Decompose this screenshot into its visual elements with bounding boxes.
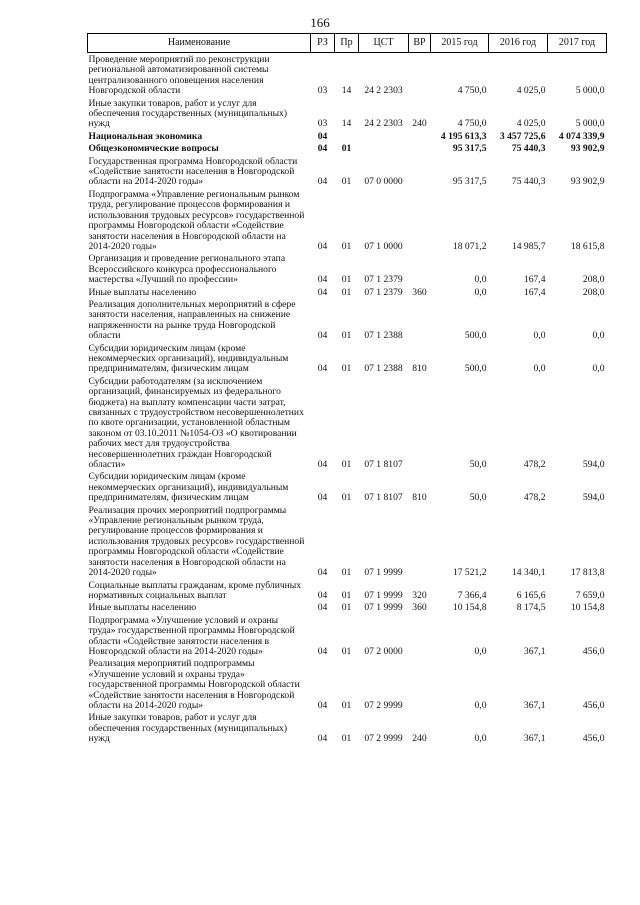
row-value-2017: 5 000,0 [575, 118, 605, 130]
row-cst: 07 2 0000 [364, 645, 403, 657]
table-row [88, 579, 607, 602]
table-header-row [88, 34, 607, 53]
row-value-2015: 10 154,8 [452, 602, 487, 614]
row-cst: 07 1 2388 [364, 363, 403, 375]
row-rz: 04 [317, 240, 328, 252]
row-vr: 810 [412, 363, 427, 375]
row-value-2017: 594,0 [582, 492, 605, 504]
row-rz: 04 [317, 330, 328, 342]
row-vr [409, 53, 431, 97]
row-rz: 04 [317, 567, 328, 579]
row-pr: 01 [341, 143, 352, 155]
table-row [88, 657, 607, 711]
row-value-2016: 367,1 [523, 733, 546, 745]
header-pr: Пр [335, 34, 359, 53]
row-value-2016: 14 985,7 [511, 240, 546, 252]
header-name: Наименование [88, 34, 311, 53]
row-name: Субсидии юридическим лицам (кроме некоммерческих организаций), индивидуальным предпринимателям, физическим лицам [88, 471, 289, 504]
row-rz: 04 [317, 143, 328, 155]
row-cst [359, 142, 409, 154]
row-pr: 01 [341, 645, 352, 657]
row-value-2015: 50,0 [469, 492, 487, 504]
row-value-2017: 4 074 339,9 [558, 130, 605, 142]
row-name: Подпрограмма «Улучшение условий и охраны труда» государственной программы Новгородской области «Содействие занятости населения в Новгородской области на 2014-2020 годы» [88, 614, 295, 657]
table-row [88, 53, 607, 97]
row-value-2017: 0,0 [592, 330, 605, 342]
row-value-2016: 167,4 [523, 274, 546, 286]
row-value-2015: 4 750,0 [457, 118, 487, 130]
row-value-2017: 456,0 [582, 645, 605, 657]
row-pr: 01 [341, 459, 352, 471]
row-value-2017: 0,0 [592, 363, 605, 375]
row-vr [409, 298, 431, 342]
row-value-2015: 4 195 613,3 [440, 130, 487, 142]
row-value-2015: 0,0 [474, 733, 487, 745]
row-value-2015: 500,0 [464, 330, 487, 342]
row-rz: 04 [317, 130, 328, 142]
row-value-2015: 18 071,2 [452, 240, 487, 252]
row-cst: 07 1 0000 [364, 240, 403, 252]
row-value-2016: 4 025,0 [516, 85, 546, 97]
table-row [88, 286, 607, 298]
row-vr [409, 188, 431, 252]
row-name: Иные закупки товаров, работ и услуг для обеспечения государственных (муниципальных) нужд [88, 97, 288, 130]
row-value-2016: 0,0 [533, 363, 546, 375]
row-name: Иные выплаты населению [88, 602, 197, 614]
row-cst: 07 2 9999 [364, 733, 403, 745]
row-cst [359, 130, 409, 142]
row-value-2015: 0,0 [474, 274, 487, 286]
row-value-2016: 75 440,3 [511, 176, 546, 188]
table-row [88, 711, 607, 744]
row-value-2016: 478,2 [523, 492, 546, 504]
row-rz: 04 [317, 274, 328, 286]
row-name: Иные закупки товаров, работ и услуг для обеспечения государственных (муниципальных) нужд [88, 712, 288, 745]
row-cst: 07 1 8107 [364, 492, 403, 504]
header-2017: 2017 год [548, 34, 607, 53]
table-row [88, 155, 607, 188]
table-row [88, 470, 607, 503]
row-value-2015: 0,0 [474, 699, 487, 711]
row-value-2016: 14 340,1 [511, 567, 546, 579]
row-pr: 01 [341, 240, 352, 252]
row-pr: 14 [341, 85, 352, 97]
row-cst: 07 1 9999 [364, 589, 403, 601]
row-pr: 01 [341, 589, 352, 601]
table-row [88, 252, 607, 285]
row-name: Общеэкономические вопросы [88, 143, 219, 155]
row-value-2016: 0,0 [533, 330, 546, 342]
row-value-2016: 8 174,5 [516, 602, 546, 614]
row-vr: 360 [412, 602, 427, 614]
header-2016: 2016 год [489, 34, 548, 53]
row-value-2017: 10 154,8 [570, 602, 605, 614]
row-name: Подпрограмма «Управление региональным рынком труда, регулирование процессов формирования и использования трудовых ресурсов» государственной программы Новгородской области «Содействие занятости населения в Новгородской области на 2014-2020 годы» [88, 188, 305, 252]
row-pr: 01 [341, 286, 352, 298]
row-vr [409, 657, 431, 711]
row-cst: 07 1 9999 [364, 602, 403, 614]
row-value-2015: 4 750,0 [457, 85, 487, 97]
row-value-2016: 4 025,0 [516, 118, 546, 130]
row-pr: 01 [341, 699, 352, 711]
row-name: Субсидии юридическим лицам (кроме некоммерческих организаций), индивидуальным предпринимателям, физическим лицам [88, 342, 289, 375]
row-vr: 810 [412, 492, 427, 504]
row-value-2016: 478,2 [523, 459, 546, 471]
page-number: 166 [310, 15, 330, 30]
row-pr: 01 [341, 567, 352, 579]
row-rz: 04 [317, 589, 328, 601]
row-name: Социальные выплаты гражданам, кроме публичных нормативных социальных выплат [88, 579, 302, 601]
table-row [88, 342, 607, 375]
row-rz: 04 [317, 733, 328, 745]
row-vr: 240 [412, 118, 427, 130]
table-body [88, 53, 607, 745]
row-rz: 04 [317, 286, 328, 298]
row-value-2017: 93 902,9 [570, 143, 605, 155]
header-rz: РЗ [311, 34, 335, 53]
row-pr: 01 [341, 330, 352, 342]
row-pr: 01 [341, 492, 352, 504]
row-value-2016: 3 457 725,6 [499, 130, 546, 142]
row-name: Реализация прочих мероприятий подпрограммы «Управление региональным рынком труда, регулирование процессов формирования и использования трудовых ресурсов» государственной программы Новгородской области «Содействие занятости населения в Новгородской области на 2014-2020 годы» [88, 504, 305, 579]
row-vr: 240 [412, 733, 427, 745]
row-value-2016: 6 165,6 [516, 589, 546, 601]
row-value-2016: 75 440,3 [511, 143, 546, 155]
row-rz: 03 [317, 85, 328, 97]
header-cst: ЦСТ [359, 34, 409, 53]
row-vr: 320 [412, 589, 427, 601]
table-row [88, 375, 607, 471]
row-value-2015: 0,0 [474, 645, 487, 657]
row-value-2017: 208,0 [582, 274, 605, 286]
row-value-2016: 367,1 [523, 645, 546, 657]
row-name: Государственная программа Новгородской области «Содействие занятости населения в Новгородской области на 2014-2020 годы» [88, 155, 298, 188]
row-pr [335, 130, 359, 142]
row-name: Иные выплаты населению [88, 286, 197, 298]
row-value-2016: 367,1 [523, 699, 546, 711]
row-value-2017: 18 615,8 [570, 240, 605, 252]
row-value-2017: 456,0 [582, 699, 605, 711]
row-rz: 04 [317, 492, 328, 504]
row-name: Субсидии работодателям (за исключением организаций, финансируемых из федерального бюджета) на выплату компенсации части затрат, связанных с трудоустройством несовершеннолетних по квоте организации, установленной областным законом от 03.10.2011 №1054-ОЗ «О квотировании рабочих мест для трудоустройства несовершеннолетних граждан Новгородской области» [88, 375, 304, 471]
row-name: Реализация мероприятий подпрограммы «Улучшение условий и охраны труда» государственной программы Новгородской области «Содействие занятости населения в Новгородской области на 2014-2020 годы» [88, 658, 300, 711]
row-value-2015: 0,0 [474, 286, 487, 298]
row-pr: 01 [341, 176, 352, 188]
table-row [88, 614, 607, 658]
row-rz: 04 [317, 602, 328, 614]
row-value-2017: 7 659,0 [575, 589, 605, 601]
row-rz: 04 [317, 363, 328, 375]
header-vr: ВР [409, 34, 431, 53]
row-pr: 01 [341, 733, 352, 745]
row-cst: 07 1 2379 [364, 274, 403, 286]
row-value-2016: 167,4 [523, 286, 546, 298]
row-rz: 04 [317, 699, 328, 711]
row-cst: 07 1 2379 [364, 286, 403, 298]
budget-table [87, 33, 607, 745]
table-row [88, 130, 607, 142]
row-value-2017: 17 813,8 [570, 567, 605, 579]
row-cst: 07 1 8107 [364, 459, 403, 471]
row-value-2015: 95 317,5 [452, 176, 487, 188]
row-cst: 07 1 2388 [364, 330, 403, 342]
row-rz: 04 [317, 645, 328, 657]
row-value-2015: 50,0 [469, 459, 487, 471]
row-name: Проведение мероприятий по реконструкции региональной автоматизированной системы централизованного оповещения населения Новгородской области [88, 54, 270, 97]
row-vr [409, 614, 431, 658]
row-value-2017: 5 000,0 [575, 85, 605, 97]
row-vr [409, 252, 431, 285]
row-vr [409, 142, 431, 154]
row-vr [409, 504, 431, 579]
row-pr: 14 [341, 118, 352, 130]
table-row [88, 97, 607, 130]
header-2015: 2015 год [431, 34, 489, 53]
row-name: Национальная экономика [88, 130, 203, 142]
row-pr: 01 [341, 274, 352, 286]
table-row [88, 601, 607, 613]
row-value-2015: 7 366,4 [457, 589, 487, 601]
row-rz: 04 [317, 459, 328, 471]
row-cst: 07 2 9999 [364, 699, 403, 711]
row-vr [409, 155, 431, 188]
table-row [88, 142, 607, 154]
row-value-2017: 208,0 [582, 286, 605, 298]
row-cst: 07 0 0000 [364, 176, 403, 188]
table-row [88, 188, 607, 252]
row-rz: 04 [317, 176, 328, 188]
table-row [88, 298, 607, 342]
row-rz: 03 [317, 118, 328, 130]
row-vr: 360 [412, 286, 427, 298]
row-vr [409, 130, 431, 142]
row-cst: 07 1 9999 [364, 567, 403, 579]
row-vr [409, 375, 431, 471]
row-value-2017: 93 902,9 [570, 176, 605, 188]
row-value-2015: 95 317,5 [452, 143, 487, 155]
row-value-2017: 456,0 [582, 733, 605, 745]
row-name: Организация и проведение регионального этапа Всероссийского конкурса профессионального мастерства «Лучший по профессии» [88, 253, 286, 286]
row-value-2015: 500,0 [464, 363, 487, 375]
row-pr: 01 [341, 363, 352, 375]
row-name: Реализация дополнительных мероприятий в сфере занятости населения, направленных на снижение напряженности на рынке труда Новгородской области [88, 298, 296, 342]
row-value-2017: 594,0 [582, 459, 605, 471]
row-cst: 24 2 2303 [364, 118, 403, 130]
row-value-2015: 17 521,2 [452, 567, 487, 579]
table-row [88, 504, 607, 579]
row-cst: 24 2 2303 [364, 85, 403, 97]
row-pr: 01 [341, 602, 352, 614]
